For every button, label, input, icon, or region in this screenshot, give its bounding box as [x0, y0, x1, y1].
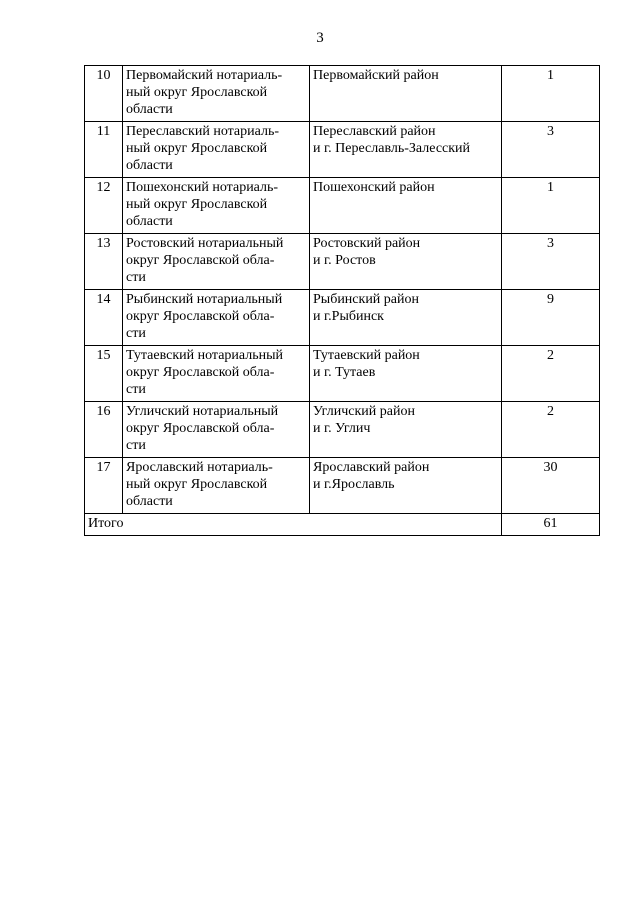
- notary-district-line: округ Ярославской обла-: [126, 309, 275, 324]
- notary-district-line: ный округ Ярославской: [126, 85, 268, 100]
- notary-count-cell: 9: [502, 290, 600, 346]
- row-number-cell: 12: [85, 178, 123, 234]
- notary-district-line: ный округ Ярославской: [126, 477, 268, 492]
- territory-line: Первомайский район: [313, 68, 439, 83]
- notary-count-cell: 3: [502, 234, 600, 290]
- total-label: Итого: [85, 514, 502, 536]
- notary-district-line: сти: [126, 438, 146, 453]
- notary-count-cell: 2: [502, 402, 600, 458]
- row-number-cell: 10: [85, 66, 123, 122]
- notary-district-line: Ярославский нотариаль-: [126, 460, 273, 475]
- notary-count-cell: 30: [502, 458, 600, 514]
- row-number-cell: 15: [85, 346, 123, 402]
- notary-district-cell: [123, 122, 310, 178]
- notary-district-cell: [123, 346, 310, 402]
- notary-district-cell: [123, 66, 310, 122]
- notary-district-cell: [123, 178, 310, 234]
- notary-districts-table: [84, 65, 600, 536]
- notary-district-cell: [123, 234, 310, 290]
- territory-line: и г. Ростов: [313, 253, 376, 268]
- page-number: 3: [316, 30, 324, 46]
- notary-count-cell: 1: [502, 178, 600, 234]
- territory-cell: [310, 402, 502, 458]
- notary-count-cell: 2: [502, 346, 600, 402]
- row-number-cell: 14: [85, 290, 123, 346]
- notary-district-line: округ Ярославской обла-: [126, 365, 275, 380]
- notary-district-line: Тутаевский нотариальный: [126, 348, 284, 363]
- territory-line: Угличский район: [313, 404, 415, 419]
- territory-line: Ярославский район: [313, 460, 430, 475]
- notary-district-line: области: [126, 158, 173, 173]
- territory-line: и г. Тутаев: [313, 365, 376, 380]
- table-row: [85, 66, 600, 122]
- row-number-cell: 16: [85, 402, 123, 458]
- table-row: [85, 178, 600, 234]
- row-number-cell: 11: [85, 122, 123, 178]
- table-row: [85, 234, 600, 290]
- territory-cell: [310, 178, 502, 234]
- territory-cell: [310, 66, 502, 122]
- territory-line: и г.Рыбинск: [313, 309, 384, 324]
- notary-district-line: области: [126, 214, 173, 229]
- territory-line: Тутаевский район: [313, 348, 420, 363]
- territory-line: Пошехонский район: [313, 180, 435, 195]
- territory-line: и г. Переславль-Залесский: [313, 141, 471, 156]
- notary-district-line: Угличский нотариальный: [126, 404, 279, 419]
- notary-district-cell: [123, 402, 310, 458]
- notary-district-line: сти: [126, 326, 146, 341]
- territory-line: Ростовский район: [313, 236, 421, 251]
- notary-count-cell: 1: [502, 66, 600, 122]
- territory-cell: [310, 458, 502, 514]
- notary-district-line: Рыбинский нотариальный: [126, 292, 283, 307]
- notary-district-line: области: [126, 494, 173, 509]
- notary-district-line: ный округ Ярославской: [126, 197, 268, 212]
- row-number-cell: 13: [85, 234, 123, 290]
- row-number-cell: 17: [85, 458, 123, 514]
- territory-cell: [310, 346, 502, 402]
- notary-district-line: сти: [126, 382, 146, 397]
- territory-cell: [310, 290, 502, 346]
- table-row: [85, 402, 600, 458]
- notary-district-line: ный округ Ярославской: [126, 141, 268, 156]
- notary-district-line: Переславский нотариаль-: [126, 124, 280, 139]
- territory-line: Рыбинский район: [313, 292, 419, 307]
- table-row: [85, 458, 600, 514]
- total-value: 61: [502, 514, 600, 536]
- table-row: [85, 290, 600, 346]
- notary-district-line: Пошехонский нотариаль-: [126, 180, 279, 195]
- total-row: [85, 514, 600, 536]
- territory-line: и г.Ярославль: [313, 477, 395, 492]
- table-row: [85, 122, 600, 178]
- notary-district-line: сти: [126, 270, 146, 285]
- table-body: [85, 66, 600, 536]
- territory-cell: [310, 234, 502, 290]
- notary-district-line: округ Ярославской обла-: [126, 253, 275, 268]
- table-row: [85, 346, 600, 402]
- notary-district-cell: [123, 458, 310, 514]
- notary-district-cell: [123, 290, 310, 346]
- notary-district-line: округ Ярославской обла-: [126, 421, 275, 436]
- notary-district-line: области: [126, 102, 173, 117]
- notary-count-cell: 3: [502, 122, 600, 178]
- territory-cell: [310, 122, 502, 178]
- territory-line: Переславский район: [313, 124, 436, 139]
- territory-line: и г. Углич: [313, 421, 371, 436]
- notary-district-line: Первомайский нотариаль-: [126, 68, 283, 83]
- notary-district-line: Ростовский нотариальный: [126, 236, 284, 251]
